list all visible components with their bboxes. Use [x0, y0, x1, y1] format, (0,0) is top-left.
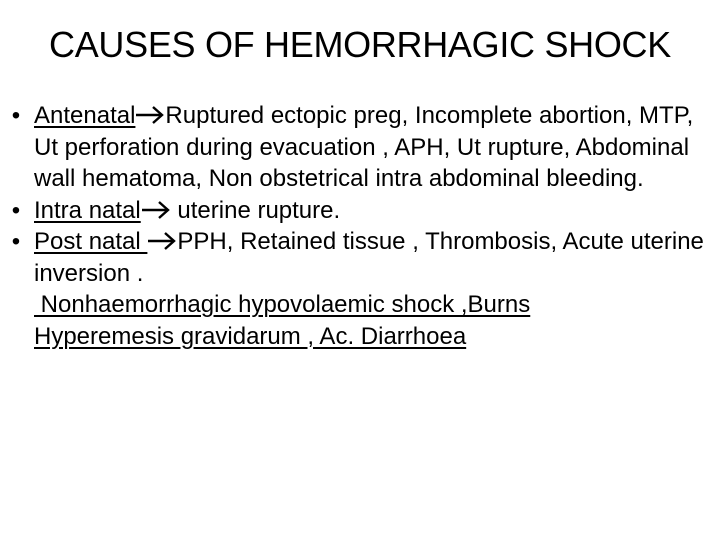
right-arrow-icon — [135, 104, 165, 126]
bullet-term: Intra natal — [34, 196, 141, 224]
right-arrow-icon — [141, 199, 171, 221]
bullet-postnatal — [11, 226, 704, 289]
slide-content — [11, 100, 704, 352]
slide-title: CAUSES OF HEMORRHAGIC SHOCK — [49, 24, 671, 65]
bullet-term: Post natal — [34, 228, 148, 255]
footer-text: Hyperemesis gravidarum , Ac. Diarrhoea — [34, 322, 467, 350]
bullet-antenatal — [11, 100, 704, 195]
right-arrow-icon — [147, 230, 177, 252]
bullet-text: PPH, Retained tissue , Thrombosis, Acute uterine inversion . — [34, 228, 704, 287]
bullet-term-underlined — [34, 197, 171, 224]
bullet-term: Antenatal — [34, 102, 136, 129]
footer-line-hyperemesis — [34, 321, 704, 353]
footer-text: Nonhaemorrhagic hypovolaemic shock ,Burns — [34, 291, 531, 318]
bullet-dot: • — [11, 228, 21, 255]
bullet-text: Ruptured ectopic preg, Incomplete abortion, MTP, Ut perforation during evacuation , APH, Ut rupture, Abdominal wall hematoma, Non obstetrical intra abdominal bleeding. — [34, 102, 694, 192]
bullet-text: uterine rupture. — [170, 196, 341, 224]
bullet-dot: • — [11, 102, 21, 129]
bullet-dot: • — [11, 196, 21, 224]
bullet-intranatal — [11, 195, 704, 227]
footer-line-nonhaemorrhagic — [34, 289, 704, 321]
